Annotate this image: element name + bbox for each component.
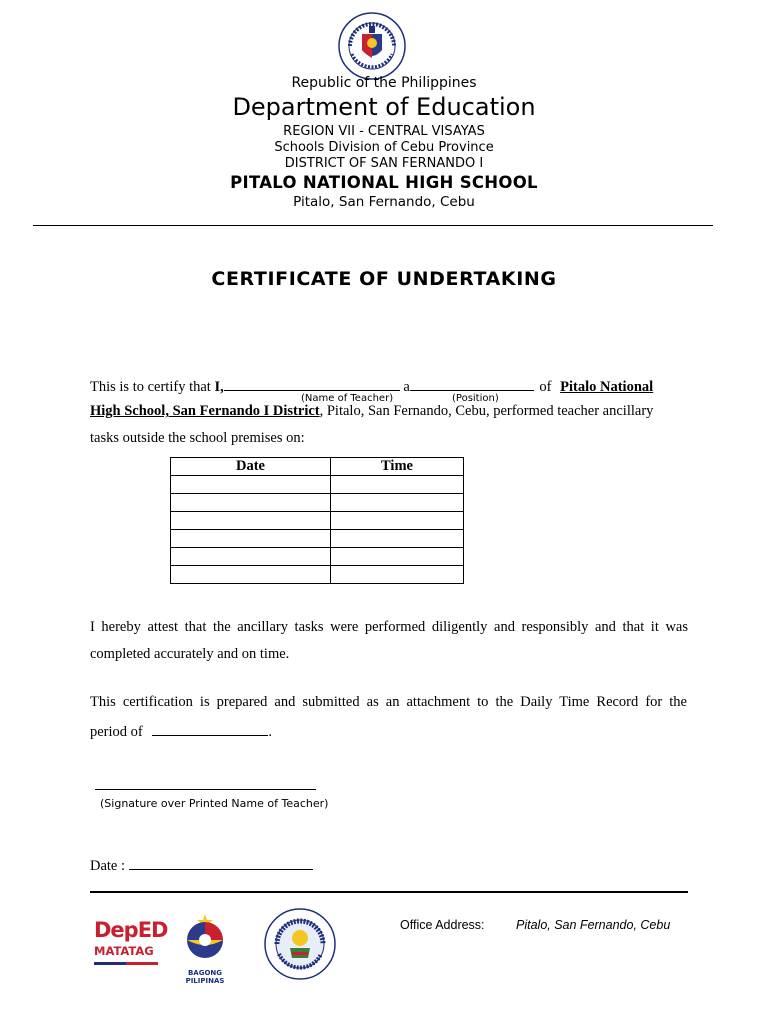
date-blank[interactable]: [129, 855, 313, 870]
deped-logo-text: DepED: [94, 918, 168, 942]
header-division: Schools Division of Cebu Province: [274, 140, 494, 155]
date-label: Date :: [90, 858, 126, 874]
office-address-value: Pitalo, San Fernando, Cebu: [516, 918, 671, 932]
date-cell[interactable]: [171, 548, 331, 566]
header-republic: Republic of the Philippines: [291, 75, 477, 91]
submission-line-1: This certification is prepared and submitted as an attachment to the Daily Time Record for the: [90, 694, 687, 710]
deped-seal-icon: [338, 12, 406, 80]
table-row: [171, 494, 464, 512]
school-name-bold-1: Pitalo National: [560, 379, 654, 395]
certify-of: of: [539, 379, 552, 395]
certify-line-2: [90, 403, 690, 420]
time-cell[interactable]: [331, 494, 464, 512]
page-title: CERTIFICATE OF UNDERTAKING: [211, 268, 557, 290]
time-cell[interactable]: [331, 566, 464, 584]
signature-caption: (Signature over Printed Name of Teacher): [100, 797, 329, 810]
footer-divider: [90, 891, 688, 893]
name-of-teacher-blank[interactable]: [224, 376, 400, 391]
period-label: period of: [90, 724, 143, 740]
header-divider: [33, 225, 713, 226]
signature-line[interactable]: [95, 789, 316, 790]
table-row: [171, 548, 464, 566]
attest-paragraph: I hereby attest that the ancillary tasks were performed diligently and responsibly and that it was completed accurately and on time.: [90, 619, 688, 662]
header-region: REGION VII - CENTRAL VISAYAS: [283, 124, 485, 139]
period-period: .: [268, 724, 272, 740]
date-cell[interactable]: [171, 512, 331, 530]
table-row: [171, 512, 464, 530]
certify-rest: , Pitalo, San Fernando, Cebu, performed teacher ancillary: [319, 403, 654, 419]
school-name-bold-2: High School, San Fernando I District: [90, 403, 320, 419]
position-caption: (Position): [452, 393, 499, 404]
time-column-header: Time: [331, 458, 464, 476]
date-cell[interactable]: [171, 494, 331, 512]
time-cell[interactable]: [331, 512, 464, 530]
header-district: DISTRICT OF SAN FERNANDO I: [284, 156, 484, 171]
certify-prefix: This is to certify that: [90, 379, 215, 395]
time-cell[interactable]: [331, 476, 464, 494]
deped-matatag-logo: [94, 908, 168, 974]
table-row: [171, 530, 464, 548]
date-column-header: Date: [171, 458, 331, 476]
submission-line-2: [90, 721, 272, 741]
certify-i: I,: [214, 379, 224, 395]
office-address-label: Office Address:: [400, 918, 485, 932]
period-blank[interactable]: [152, 721, 268, 736]
matatag-stripe: [94, 962, 158, 965]
bagong-pilipinas-logo: [172, 906, 238, 985]
date-cell[interactable]: [171, 530, 331, 548]
certify-a: a: [403, 379, 410, 395]
date-time-table: [170, 457, 464, 584]
table-row: [171, 476, 464, 494]
certify-line-3: tasks outside the school premises on:: [90, 430, 305, 446]
bagong-pilipinas-text: BAGONG PILIPINAS: [185, 969, 225, 985]
date-row: [90, 855, 313, 875]
date-cell[interactable]: [171, 566, 331, 584]
header-address: Pitalo, San Fernando, Cebu: [293, 194, 475, 210]
table-row: [171, 566, 464, 584]
date-cell[interactable]: [171, 476, 331, 494]
name-caption: (Name of Teacher): [301, 393, 394, 404]
position-blank[interactable]: [410, 376, 534, 391]
matatag-text: MATATAG: [94, 944, 154, 958]
table-header-row: [171, 458, 464, 476]
time-cell[interactable]: [331, 530, 464, 548]
header-school: PITALO NATIONAL HIGH SCHOOL: [230, 173, 538, 192]
school-seal-icon: [264, 908, 336, 980]
header-department: Department of Education: [232, 93, 536, 121]
time-cell[interactable]: [331, 548, 464, 566]
